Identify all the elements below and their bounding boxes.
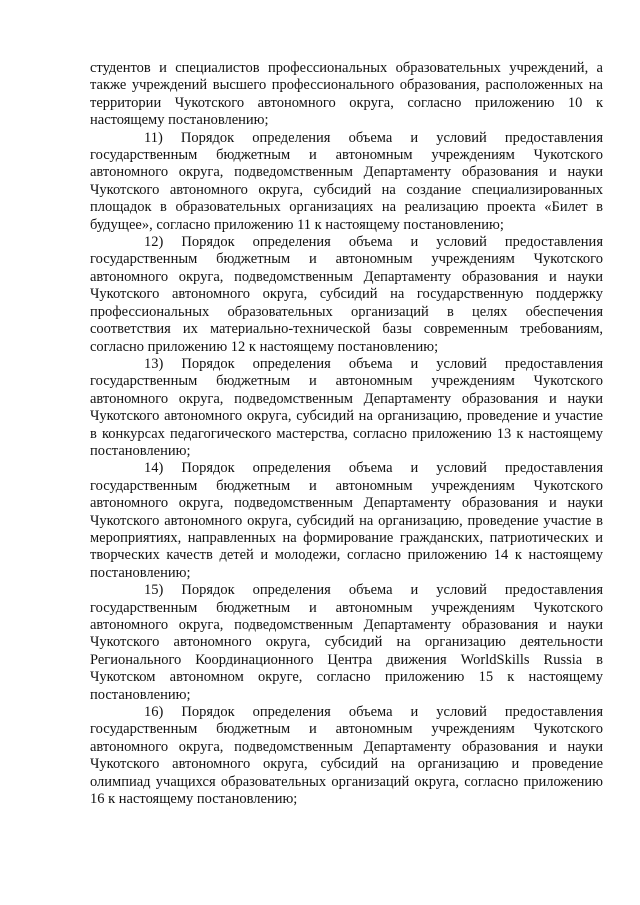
item-text: Порядок определения объема и условий предоставления государственным бюджетным и автономным учреждениям Чукотского автономного округа, подведомственным Департаменту образования и науки Чукотского автономного округа, субсидий на государственную поддержку профессиональных образовательных организаций в целях обеспечения соответствия их материально-технической базы современным требованиям, согласно приложению 12 к настоящему постановлению; [90,234,603,355]
item-number: 16) [144,704,164,721]
list-item-13 [90,356,603,460]
item-number: 13) [144,355,164,372]
document-page [90,60,603,808]
item-text: Порядок определения объема и условий предоставления государственным бюджетным и автономным учреждениям Чукотского автономного округа, подведомственным Департаменту образования и науки Чукотского автономного округа, субсидий на организацию и проведение олимпиад учащихся образовательных организаций округа, согласно приложению 16 к настоящему постановлению; [90,704,603,808]
item-text: Порядок определения объема и условий предоставления государственным бюджетным и автономным учреждениям Чукотского автономного округа, подведомственным Департаменту образования и науки Чукотского автономного округа, субсидий на организацию, проведение и участие в конкурсах педагогического мастерства, согласно приложению 13 к настоящему постановлению; [90,355,603,459]
item-text: Порядок определения объема и условий предоставления государственным бюджетным и автономным учреждениям Чукотского автономного округа, подведомственным Департаменту образования и науки Чукотского автономного округа, субсидий на организацию деятельности Регионального Координационного Центра движения WorldSkills Russia в Чукотском автономном округе, согласно приложению 15 к настоящему постановлению; [90,582,603,703]
list-item-12 [90,234,603,356]
item-number: 15) [144,582,164,599]
list-item-15 [90,582,603,704]
item-text: Порядок определения объема и условий предоставления государственным бюджетным и автономным учреждениям Чукотского автономного округа, подведомственным Департаменту образования и науки Чукотского автономного округа, субсидий на организацию, проведение участие в мероприятиях, направленных на формирование гражданских, патриотических и творческих качеств детей и молодежи, согласно приложению 14 к настоящему постановлению; [90,460,603,581]
continuation-paragraph: студентов и специалистов профессиональных образовательных учреждений, а также учреждений высшего профессионального образования, расположенных на территории Чукотского автономного округа, согласно приложению 10 к настоящему постановлению; [90,60,603,129]
list-item-16 [90,704,603,808]
item-number: 11) [144,129,163,146]
item-text: Порядок определения объема и условий предоставления государственным бюджетным и автономным учреждениям Чукотского автономного округа, подведомственным Департаменту образования и науки Чукотского автономного округа, субсидий на создание специализированных площадок в образовательных организациях на реализацию проекта «Билет в будущее», согласно приложению 11 к настоящему постановлению; [90,129,603,233]
item-number: 14) [144,460,164,477]
item-number: 12) [144,234,164,251]
list-item-14 [90,460,603,582]
list-item-11 [90,130,603,234]
